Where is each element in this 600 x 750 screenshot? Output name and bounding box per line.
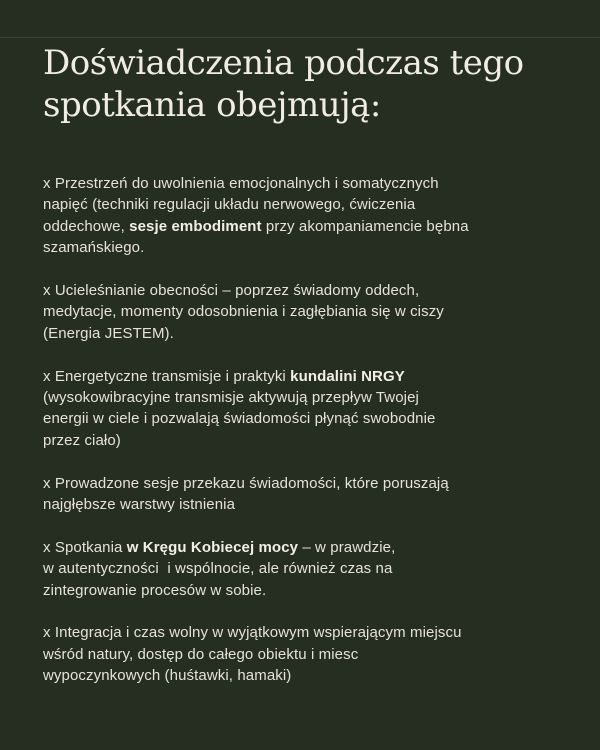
experience-list [43,173,563,708]
list-item [43,537,563,601]
title-line-2: spotkania obejmują: [43,85,381,125]
item-6-line-3: wypoczynkowych (huśtawki, hamaki) [43,667,292,685]
item-3-line-1 [43,366,563,387]
top-divider [0,37,600,38]
item-5-line-3: zintegrowanie procesów w sobie. [43,581,267,599]
item-5-text: x Spotkania [43,538,127,556]
page-title [43,42,563,126]
item-1-line-4: szamańskiego. [43,239,145,257]
item-5-text-tail: – w prawdzie, [298,538,396,556]
list-item [43,280,563,344]
item-1-text-tail: przy akompaniamencie bębna [261,217,469,235]
item-3-line-3: energii w ciele i pozwalają świadomości płynąć swobodnie [43,410,436,428]
title-line-1: Doświadczenia podczas tego [43,43,524,83]
item-1-line-2: napięć (techniki regulacji układu nerwowego, ćwiczenia [43,196,416,214]
list-item [43,622,563,686]
item-6-line-1: x Integracja i czas wolny w wyjątkowym wspierającym miejscu [43,624,462,642]
item-2-line-2: medytacje, momenty odosobnienia i zagłębiania się w ciszy [43,303,444,321]
item-3-line-4: przez ciało) [43,431,121,449]
item-1-text: oddechowe, [43,217,130,235]
item-3-bold-text: kundalini NRGY [290,367,405,385]
item-1-bold-text: sesje embodiment [129,217,262,235]
item-5-bold-text: w Kręgu Kobiecej mocy [126,538,299,556]
item-1-line-3 [43,216,563,237]
item-2-line-3: (Energia JESTEM). [43,324,174,342]
item-3-line-2: (wysokowibracyjne transmisje aktywują przepływ Twojej [43,389,419,407]
item-4-line-1: x Prowadzone sesje przekazu świadomości, które poruszają [43,474,449,492]
item-1-line-1: x Przestrzeń do uwolnienia emocjonalnych i somatycznych [43,175,439,192]
item-6-line-2: wśród natury, dostęp do całego obiektu i miesc [43,645,359,663]
list-item [43,366,563,452]
list-item [43,473,563,516]
item-5-line-2: w autentyczności i wspólnocie, ale również czas na [43,560,393,578]
list-item [43,173,563,259]
item-4-line-2: najgłębsze warstwy istnienia [43,496,236,514]
item-2-line-1: x Ucieleśnianie obecności – poprzez świadomy oddech, [43,282,420,300]
item-5-line-1 [43,537,563,558]
item-3-text: x Energetyczne transmisje i praktyki [43,367,291,385]
